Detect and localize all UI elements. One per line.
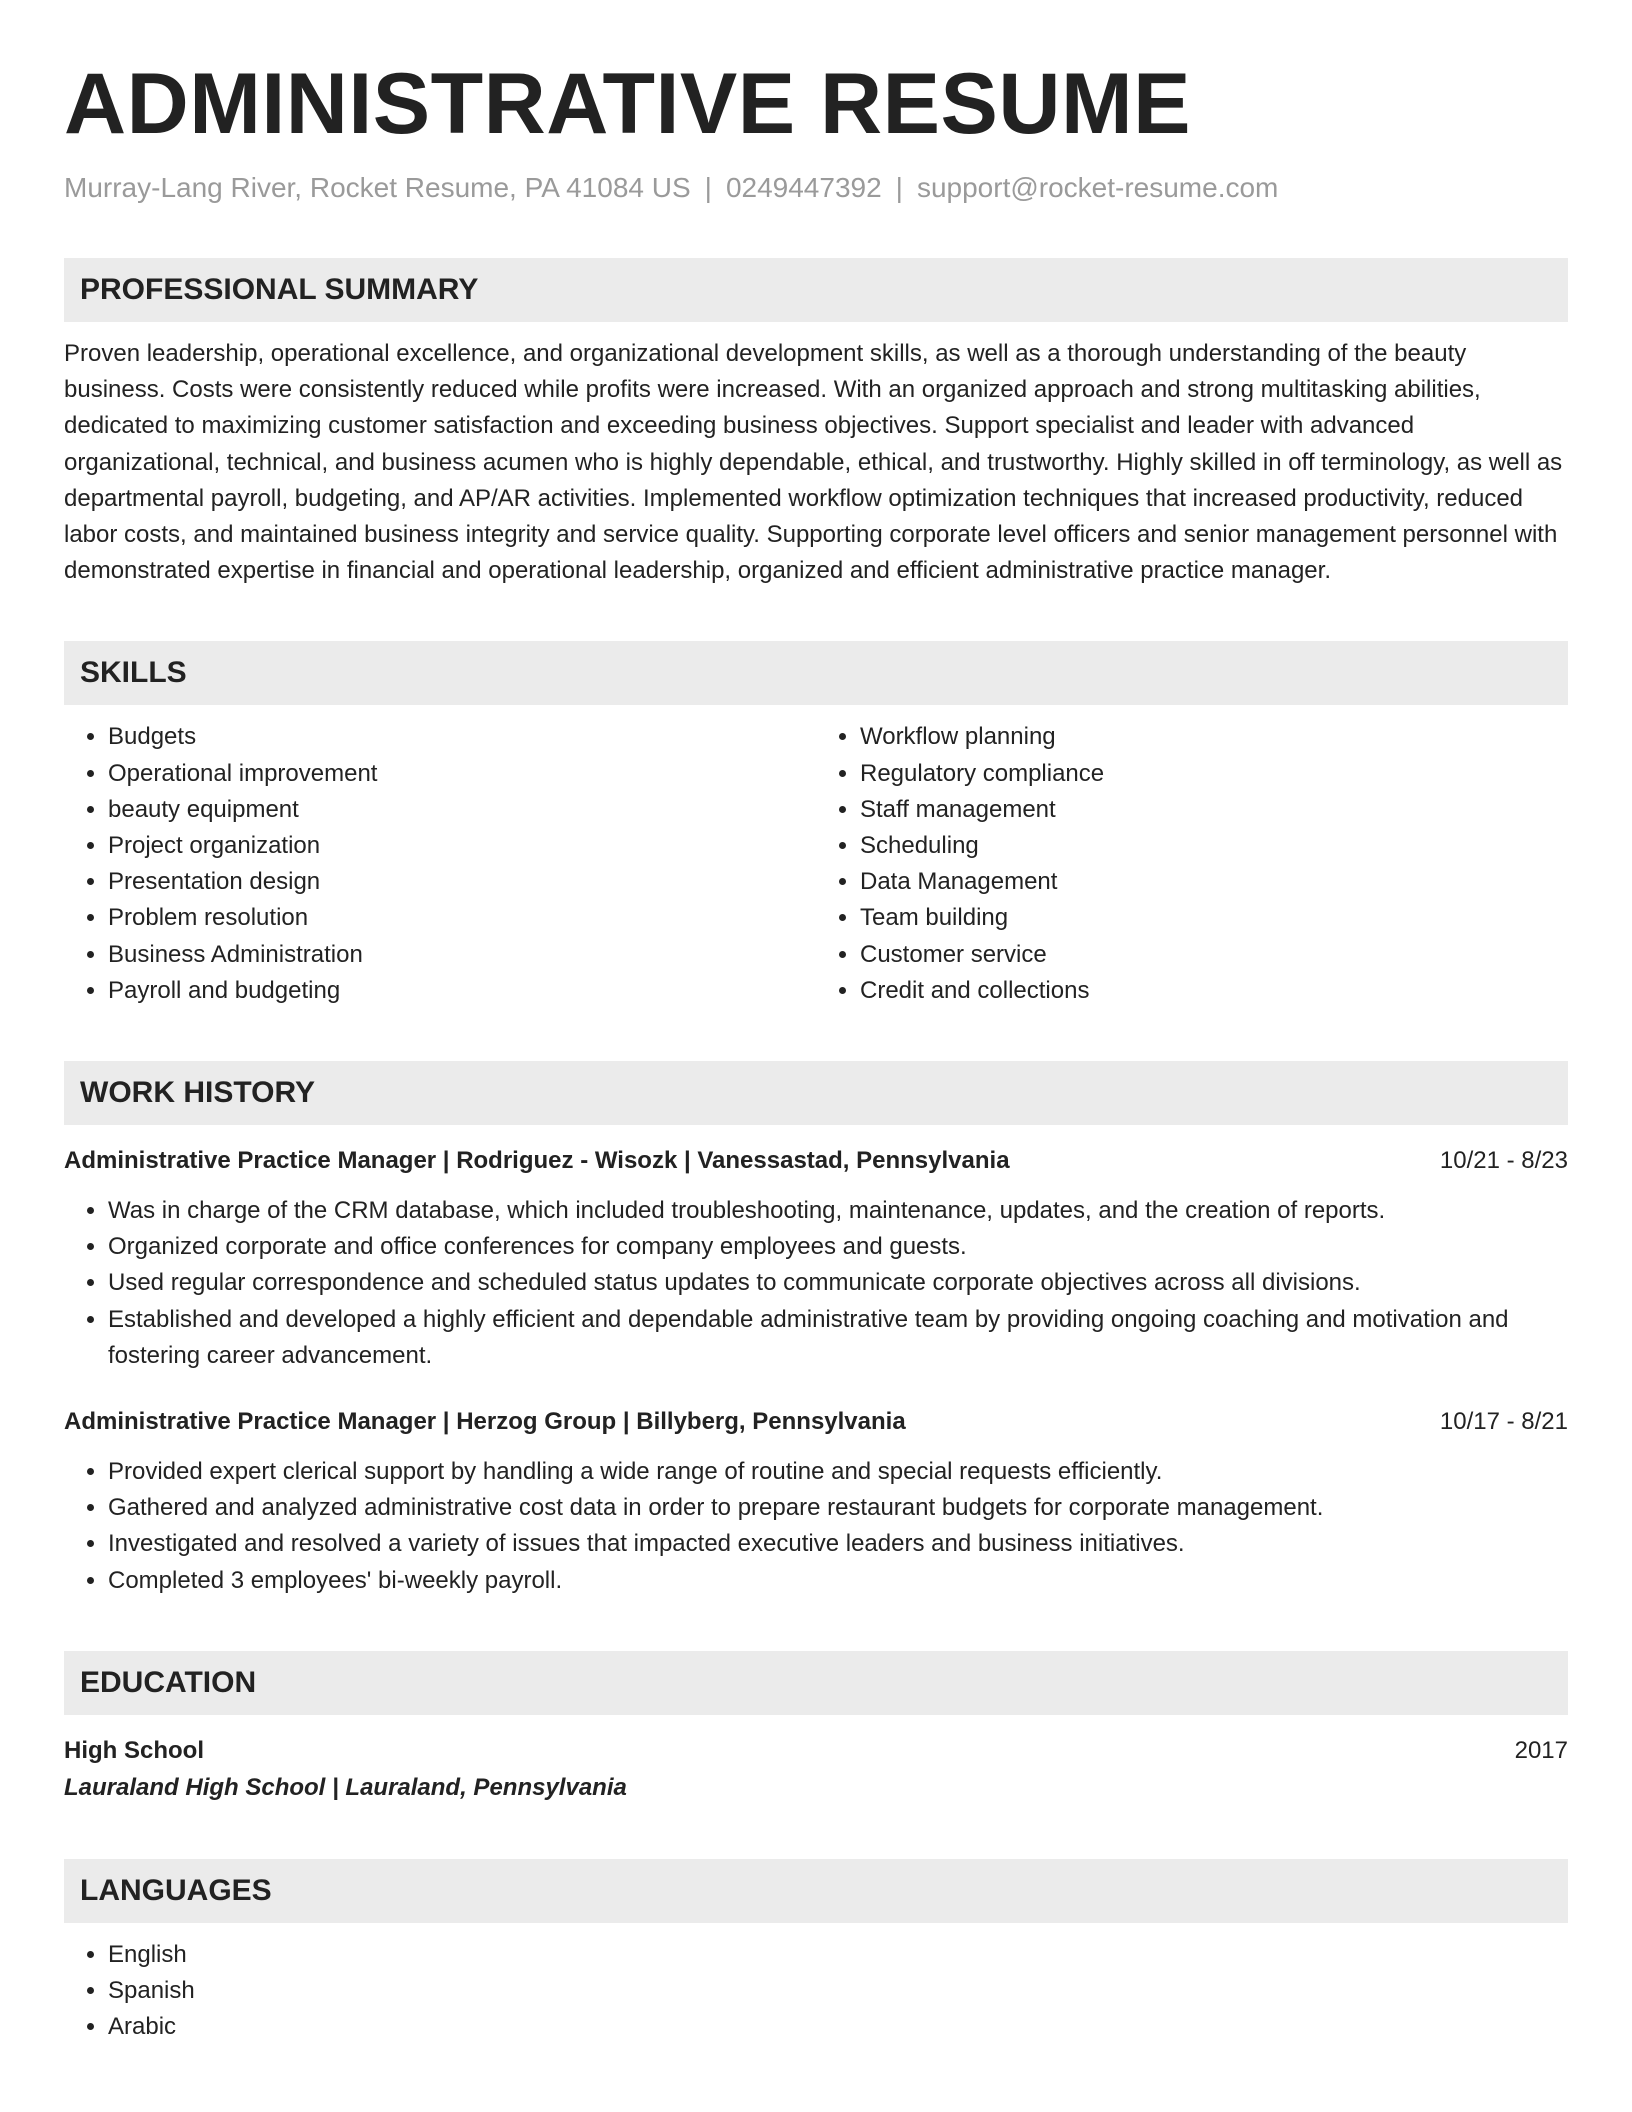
language-item: • Arabic bbox=[108, 2009, 1568, 2045]
skills-grid bbox=[64, 719, 1568, 1009]
contact-line bbox=[64, 170, 1568, 206]
languages-list bbox=[64, 1937, 1568, 2046]
job-header bbox=[64, 1143, 1568, 1179]
skill-item: • Credit and collections bbox=[860, 973, 1568, 1009]
contact-separator: | bbox=[895, 172, 903, 203]
skill-item: • Team building bbox=[860, 900, 1568, 936]
skill-item: • Budgets bbox=[108, 719, 816, 755]
skill-item: • Staff management bbox=[860, 792, 1568, 828]
skill-item: • Project organization bbox=[108, 828, 816, 864]
job-bullet: • Organized corporate and office conferences for company employees and guests. bbox=[108, 1229, 1568, 1265]
job-dates: 10/17 - 8/21 bbox=[1439, 1408, 1568, 1436]
job-bullet: • Investigated and resolved a variety of issues that impacted executive leaders and business initiatives. bbox=[108, 1526, 1568, 1562]
skill-item: • Regulatory compliance bbox=[860, 756, 1568, 792]
skill-item: • Scheduling bbox=[860, 828, 1568, 864]
job-bullets bbox=[64, 1193, 1568, 1374]
contact-separator: | bbox=[704, 172, 712, 203]
job-bullet: • Gathered and analyzed administrative cost data in order to prepare restaurant budgets for corporate management. bbox=[108, 1490, 1568, 1526]
section-header-education: EDUCATION bbox=[64, 1651, 1568, 1715]
skill-item: • Problem resolution bbox=[108, 900, 816, 936]
skill-item: • Payroll and budgeting bbox=[108, 973, 816, 1009]
skill-item: • Workflow planning bbox=[860, 719, 1568, 755]
section-header-skills: SKILLS bbox=[64, 641, 1568, 705]
job-bullets bbox=[64, 1454, 1568, 1599]
skills-list-right bbox=[816, 719, 1568, 1009]
job-bullet: • Established and developed a highly efficient and dependable administrative team by providing ongoing coaching and motivation and fostering career advancement. bbox=[108, 1302, 1568, 1374]
section-header-summary: PROFESSIONAL SUMMARY bbox=[64, 258, 1568, 322]
job-entry bbox=[64, 1404, 1568, 1599]
education-school: Lauraland High School | Lauraland, Pennsylvania bbox=[64, 1773, 627, 1801]
skill-item: • Presentation design bbox=[108, 864, 816, 900]
job-bullet: • Was in charge of the CRM database, which included troubleshooting, maintenance, updates, and the creation of reports. bbox=[108, 1193, 1568, 1229]
education-degree: High School bbox=[64, 1736, 204, 1764]
job-title: Administrative Practice Manager | Rodriguez - Wisozk | Vanessastad, Pennsylvania bbox=[64, 1147, 1010, 1175]
skill-item: • beauty equipment bbox=[108, 792, 816, 828]
contact-email: support@rocket-resume.com bbox=[916, 172, 1279, 203]
job-header bbox=[64, 1404, 1568, 1440]
skills-list-left bbox=[64, 719, 816, 1009]
job-bullet: • Completed 3 employees' bi-weekly payroll. bbox=[108, 1563, 1568, 1599]
education-year: 2017 bbox=[1514, 1736, 1568, 1764]
language-item: • Spanish bbox=[108, 1973, 1568, 2009]
section-header-work-history: WORK HISTORY bbox=[64, 1061, 1568, 1125]
skill-item: • Customer service bbox=[860, 937, 1568, 973]
job-bullet: • Used regular correspondence and scheduled status updates to communicate corporate objectives across all divisions. bbox=[108, 1265, 1568, 1301]
skill-item: • Operational improvement bbox=[108, 756, 816, 792]
job-bullet: • Provided expert clerical support by handling a wide range of routine and special requests efficiently. bbox=[108, 1454, 1568, 1490]
summary-text: Proven leadership, operational excellence, and organizational development skills, as well as a thorough understanding of the beauty business. Costs were consistently reduced while profits were increased. With an organized approach and strong multitasking abilities, dedicated to maximizing customer satisfaction and exceeding business objectives. Support specialist and leader with advanced organizational, technical, and business acumen who is highly dependable, ethical, and trustworthy. Highly skilled in off terminology, as well as departmental payroll, budgeting, and AP/AR activities. Implemented workflow optimization techniques that increased productivity, reduced labor costs, and maintained business integrity and service quality. Supporting corporate level officers and senior management personnel with demonstrated expertise in financial and operational leadership, organized and efficient administrative practice manager. bbox=[64, 340, 1563, 585]
resume-title: ADMINISTRATIVE RESUME bbox=[64, 56, 1191, 152]
education-header bbox=[64, 1733, 1568, 1769]
education-entry bbox=[64, 1733, 1568, 1807]
skill-item: • Business Administration bbox=[108, 937, 816, 973]
skill-item: • Data Management bbox=[860, 864, 1568, 900]
contact-phone: 0249447392 bbox=[725, 172, 882, 203]
section-header-languages: LANGUAGES bbox=[64, 1859, 1568, 1923]
job-entry bbox=[64, 1143, 1568, 1374]
job-dates: 10/21 - 8/23 bbox=[1439, 1147, 1568, 1175]
language-item: • English bbox=[108, 1937, 1568, 1973]
job-title: Administrative Practice Manager | Herzog Group | Billyberg, Pennsylvania bbox=[64, 1408, 906, 1436]
contact-address: Murray-Lang River, Rocket Resume, PA 41084 US bbox=[64, 172, 691, 203]
